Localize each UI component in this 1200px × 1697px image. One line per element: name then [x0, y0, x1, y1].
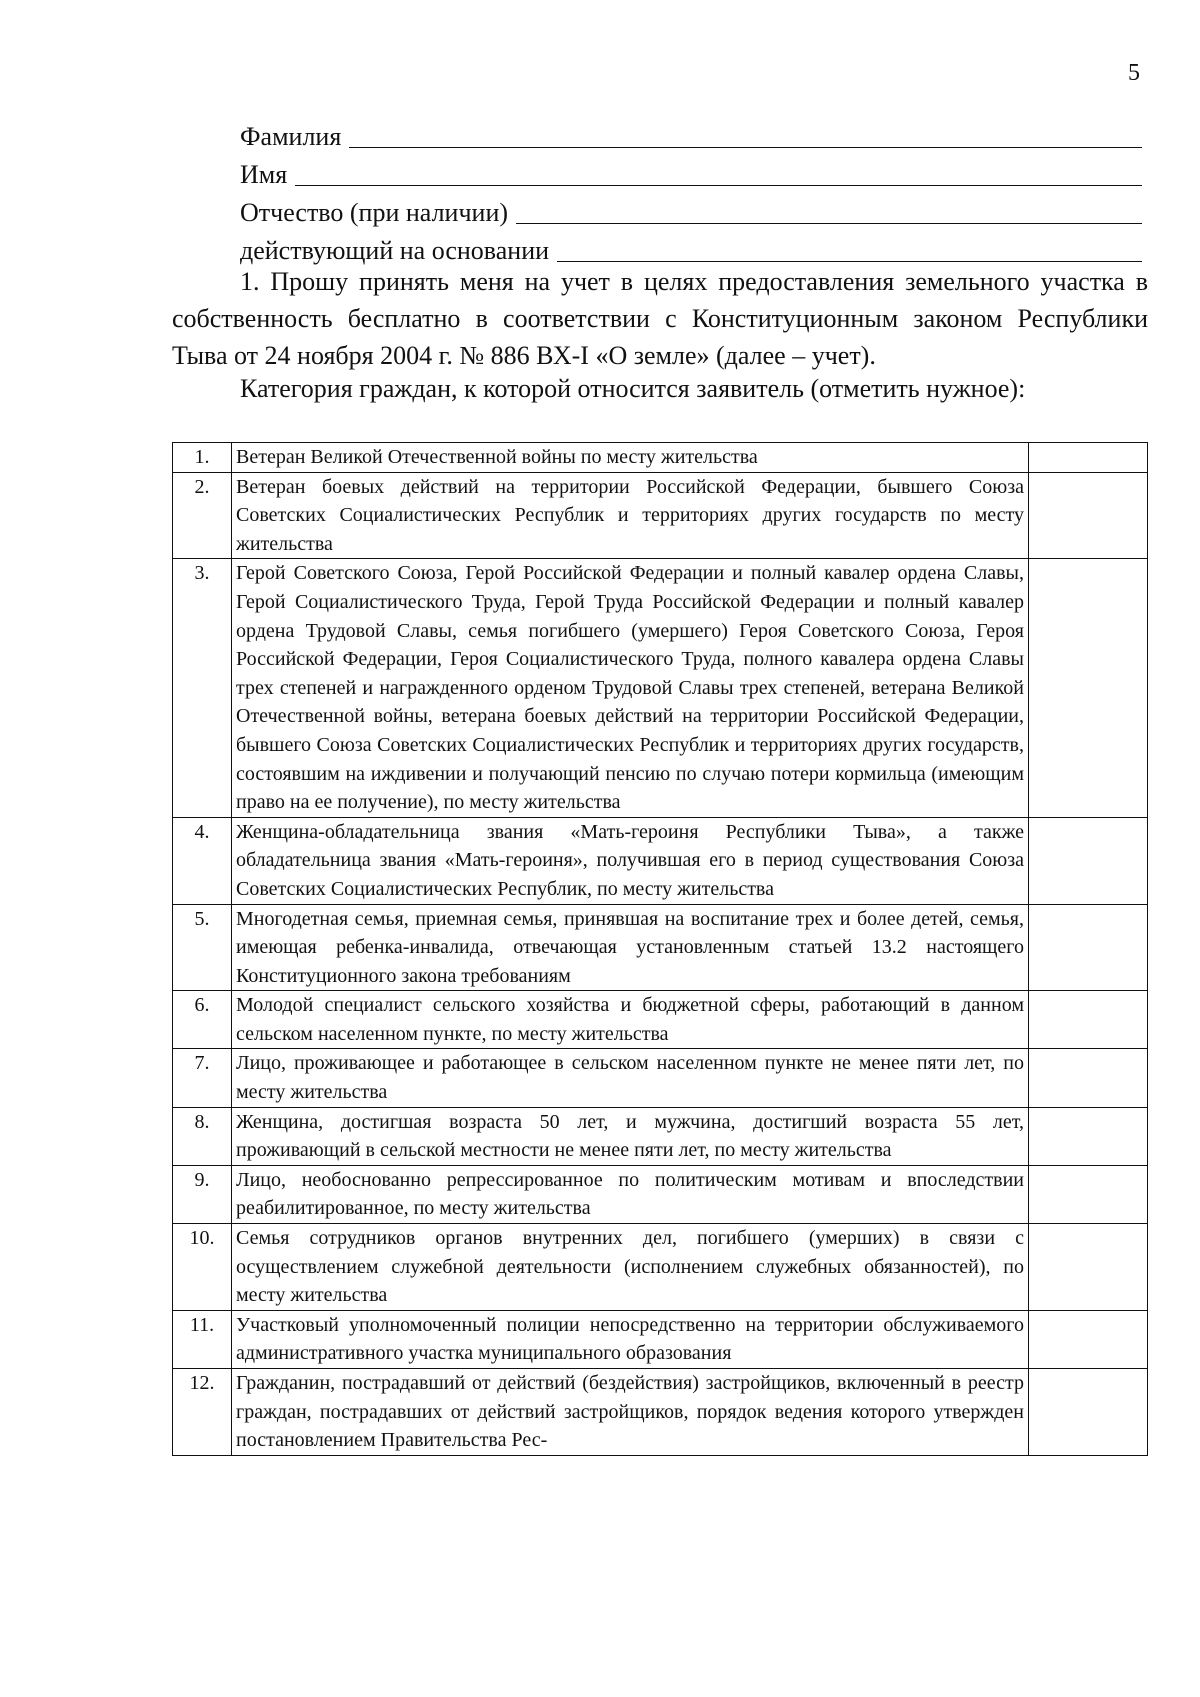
patronymic-line[interactable] — [516, 197, 1142, 224]
category-text: Ветеран боевых действий на территории Российской Федерации, бывшего Союза Советских Социалистических Республик и территориях других государств по месту жительства — [232, 472, 1029, 559]
name-line[interactable] — [295, 159, 1142, 186]
category-text: Многодетная семья, приемная семья, принявшая на воспитание трех и более детей, семья, имеющая ребенка-инвалида, отвечающая установленным статьей 13.2 настоящего Конституционного закона требованиям — [232, 904, 1029, 991]
category-row — [173, 559, 1148, 817]
category-table — [172, 442, 1148, 1456]
category-text: Молодой специалист сельского хозяйства и бюджетной сферы, работающий в данном сельском населенном пункте, по месту жительства — [232, 991, 1029, 1049]
category-row — [173, 1049, 1148, 1107]
category-text: Ветеран Великой Отечественной войны по месту жительства — [232, 443, 1029, 473]
category-mark-cell[interactable] — [1029, 817, 1148, 904]
category-number: 3. — [173, 559, 232, 817]
request-paragraph — [172, 263, 1148, 374]
category-number: 9. — [173, 1165, 232, 1223]
category-number: 6. — [173, 991, 232, 1049]
category-mark-cell[interactable] — [1029, 1165, 1148, 1223]
basis-line[interactable] — [557, 235, 1142, 262]
patronymic-label: Отчество (при наличии) — [240, 198, 509, 227]
category-text: Женщина, достигшая возраста 50 лет, и мужчина, достигший возраста 55 лет, проживающий в сельской местности не менее пяти лет, по месту жительства — [232, 1107, 1029, 1165]
category-number: 2. — [173, 472, 232, 559]
category-row — [173, 1107, 1148, 1165]
category-number: 8. — [173, 1107, 232, 1165]
category-text: Лицо, проживающее и работающее в сельском населенном пункте не менее пяти лет, по месту жительства — [232, 1049, 1029, 1107]
category-mark-cell[interactable] — [1029, 1107, 1148, 1165]
category-text: Гражданин, пострадавший от действий (бездействия) застройщиков, включенный в реестр граждан, пострадавших от действий застройщиков, порядок ведения которого утвержден постановлением Правительства Рес- — [232, 1369, 1029, 1456]
surname-label: Фамилия — [240, 122, 342, 151]
category-number: 1. — [173, 443, 232, 473]
category-row — [173, 904, 1148, 991]
category-row — [173, 991, 1148, 1049]
basis-field — [240, 230, 1142, 266]
category-number: 11. — [173, 1310, 232, 1368]
category-text: Участковый уполномоченный полиции непосредственно на территории обслуживаемого административного участка муниципального образования — [232, 1310, 1029, 1368]
category-mark-cell[interactable] — [1029, 1224, 1148, 1311]
category-mark-cell[interactable] — [1029, 1310, 1148, 1368]
category-mark-cell[interactable] — [1029, 904, 1148, 991]
basis-label: действующий на основании — [240, 236, 550, 265]
category-mark-cell[interactable] — [1029, 991, 1148, 1049]
category-number: 10. — [173, 1224, 232, 1311]
name-label: Имя — [240, 160, 288, 189]
category-mark-cell[interactable] — [1029, 1369, 1148, 1456]
patronymic-field — [240, 192, 1142, 228]
name-field — [240, 154, 1142, 190]
category-text: Лицо, необоснованно репрессированное по политическим мотивам и впоследствии реабилитированное, по месту жительства — [232, 1165, 1029, 1223]
category-text: Герой Советского Союза, Герой Российской Федерации и полный кавалер ордена Славы, Герой Социалистического Труда, Герой Труда Российской Федерации и полный кавалер ордена Трудовой Славы, семья погибшего (умершего) Героя Советского Союза, Героя Российской Федерации, Героя Социалистического Труда, полного кавалера ордена Славы трех степеней и награжденного орденом Трудовой Славы трех степеней, ветерана Великой Отечественной войны, ветерана боевых действий на территории Российской Федерации, бывшего Союза Советских Социалистических Республик и территориях других государств, состоявшим на иждивении и получающий пенсию по случаю потери кормильца (имеющим право на ее получение), по месту жительства — [232, 559, 1029, 817]
category-number: 4. — [173, 817, 232, 904]
category-number: 7. — [173, 1049, 232, 1107]
surname-line[interactable] — [349, 121, 1142, 148]
category-row — [173, 1165, 1148, 1223]
surname-field — [240, 116, 1142, 152]
category-mark-cell[interactable] — [1029, 443, 1148, 473]
category-text: Семья сотрудников органов внутренних дел, погибшего (умерших) в связи с осуществлением служебной деятельности (исполнением служебных обязанностей), по месту жительства — [232, 1224, 1029, 1311]
category-text: Женщина-обладательница звания «Мать-героиня Республики Тыва», а также обладательница звания «Мать-героиня», получившая его в период существования Союза Советских Социалистических Республик, по месту жительства — [232, 817, 1029, 904]
category-mark-cell[interactable] — [1029, 559, 1148, 817]
request-text: 1. Прошу принять меня на учет в целях предоставления земельного участка в собственность бесплатно в соответствии с Конституционным законом Республики Тыва от 24 ноября 2004 г. № 886 ВХ-I «О земле» (далее – учет). — [172, 267, 1148, 370]
page-number: 5 — [1128, 60, 1140, 86]
category-mark-cell[interactable] — [1029, 1049, 1148, 1107]
category-row — [173, 817, 1148, 904]
category-row — [173, 1224, 1148, 1311]
category-row — [173, 443, 1148, 473]
category-row — [173, 1369, 1148, 1456]
category-row — [173, 1310, 1148, 1368]
category-mark-cell[interactable] — [1029, 472, 1148, 559]
category-row — [173, 472, 1148, 559]
category-title: Категория граждан, к которой относится заявитель (отметить нужное): — [240, 374, 1026, 403]
category-number: 12. — [173, 1369, 232, 1456]
category-number: 5. — [173, 904, 232, 991]
